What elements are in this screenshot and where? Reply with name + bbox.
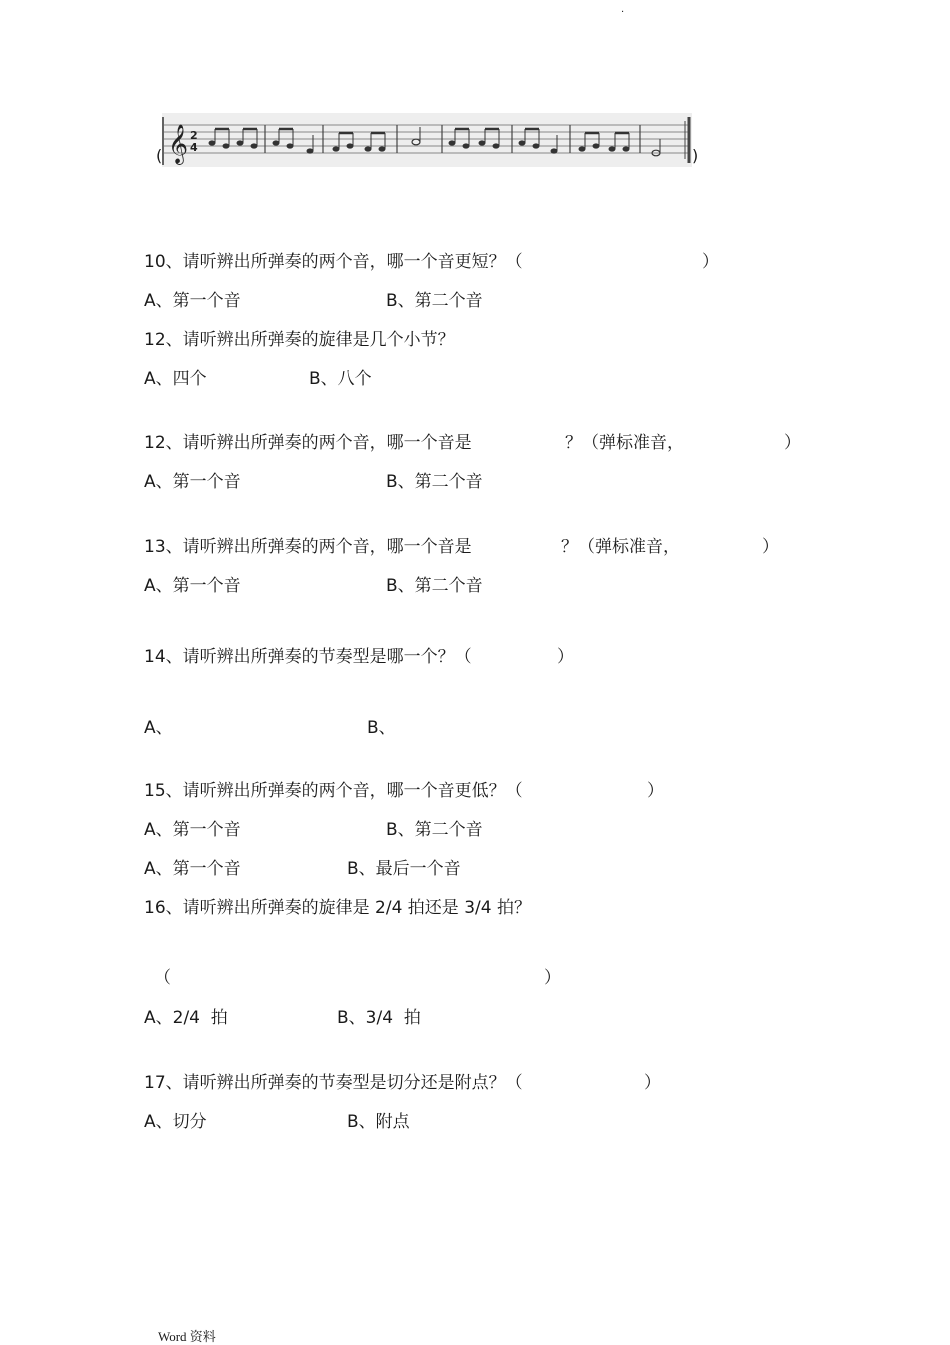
- score-open-paren: (: [156, 146, 163, 165]
- svg-text:𝄞: 𝄞: [168, 124, 189, 164]
- question-10-close-paren: ）: [702, 252, 719, 272]
- question-10-option-b: B、第二个音: [386, 291, 483, 311]
- question-13-option-a: A、第一个音: [144, 576, 241, 596]
- question-13-mid: ？（弹标准音，: [561, 537, 680, 557]
- question-17-option-b: B、附点: [347, 1112, 410, 1132]
- extra-option-a: A、第一个音: [144, 859, 241, 879]
- question-10: 10、请听辨出所弹奏的两个音，哪一个音更短？（: [144, 252, 523, 272]
- question-16-close-paren: ）: [544, 968, 561, 988]
- question-10-option-a: A、第一个音: [144, 291, 241, 311]
- question-14: 14、请听辨出所弹奏的节奏型是哪一个？（: [144, 647, 472, 667]
- question-12-pitch-close-paren: ）: [784, 433, 801, 453]
- header-dot: .: [621, 4, 625, 15]
- question-12-pitch-option-a: A、第一个音: [144, 472, 241, 492]
- question-12-pitch: 12、请听辨出所弹奏的两个音，哪一个音是: [144, 433, 472, 453]
- question-15-option-a: A、第一个音: [144, 820, 241, 840]
- question-16-option-b: B、3/4 拍: [337, 1008, 421, 1028]
- question-12-measures-option-b: B、八个: [309, 369, 372, 389]
- svg-text:2: 2: [190, 129, 198, 142]
- score-close-paren: ): [692, 146, 699, 165]
- extra-option-b: B、最后一个音: [347, 859, 461, 879]
- question-15-close-paren: ）: [647, 781, 664, 801]
- question-17-close-paren: ）: [644, 1073, 661, 1093]
- svg-text:4: 4: [190, 141, 198, 154]
- question-12-measures: 12、请听辨出所弹奏的旋律是几个小节？: [144, 330, 455, 350]
- question-17-option-a: A、切分: [144, 1112, 207, 1132]
- question-12-pitch-option-b: B、第二个音: [386, 472, 483, 492]
- question-13: 13、请听辨出所弹奏的两个音，哪一个音是: [144, 537, 472, 557]
- question-15: 15、请听辨出所弹奏的两个音，哪一个音更低？（: [144, 781, 523, 801]
- question-16: 16、请听辨出所弹奏的旋律是 2/4 拍还是 3/4 拍？: [144, 898, 531, 918]
- question-13-option-b: B、第二个音: [386, 576, 483, 596]
- question-17: 17、请听辨出所弹奏的节奏型是切分还是附点？（: [144, 1073, 523, 1093]
- question-14-close-paren: ）: [557, 647, 574, 667]
- question-12-measures-option-a: A、四个: [144, 369, 207, 389]
- question-14-option-a: A、: [144, 718, 173, 738]
- question-14-option-b: B、: [367, 718, 396, 738]
- question-16-open-paren: （: [154, 968, 171, 988]
- question-12-pitch-mid: ？（弹标准音，: [565, 433, 684, 453]
- page-footer: Word 资料: [158, 1329, 216, 1344]
- music-score-image: [162, 113, 692, 167]
- question-15-option-b: B、第二个音: [386, 820, 483, 840]
- question-13-close-paren: ）: [762, 537, 779, 557]
- question-16-option-a: A、2/4 拍: [144, 1008, 228, 1028]
